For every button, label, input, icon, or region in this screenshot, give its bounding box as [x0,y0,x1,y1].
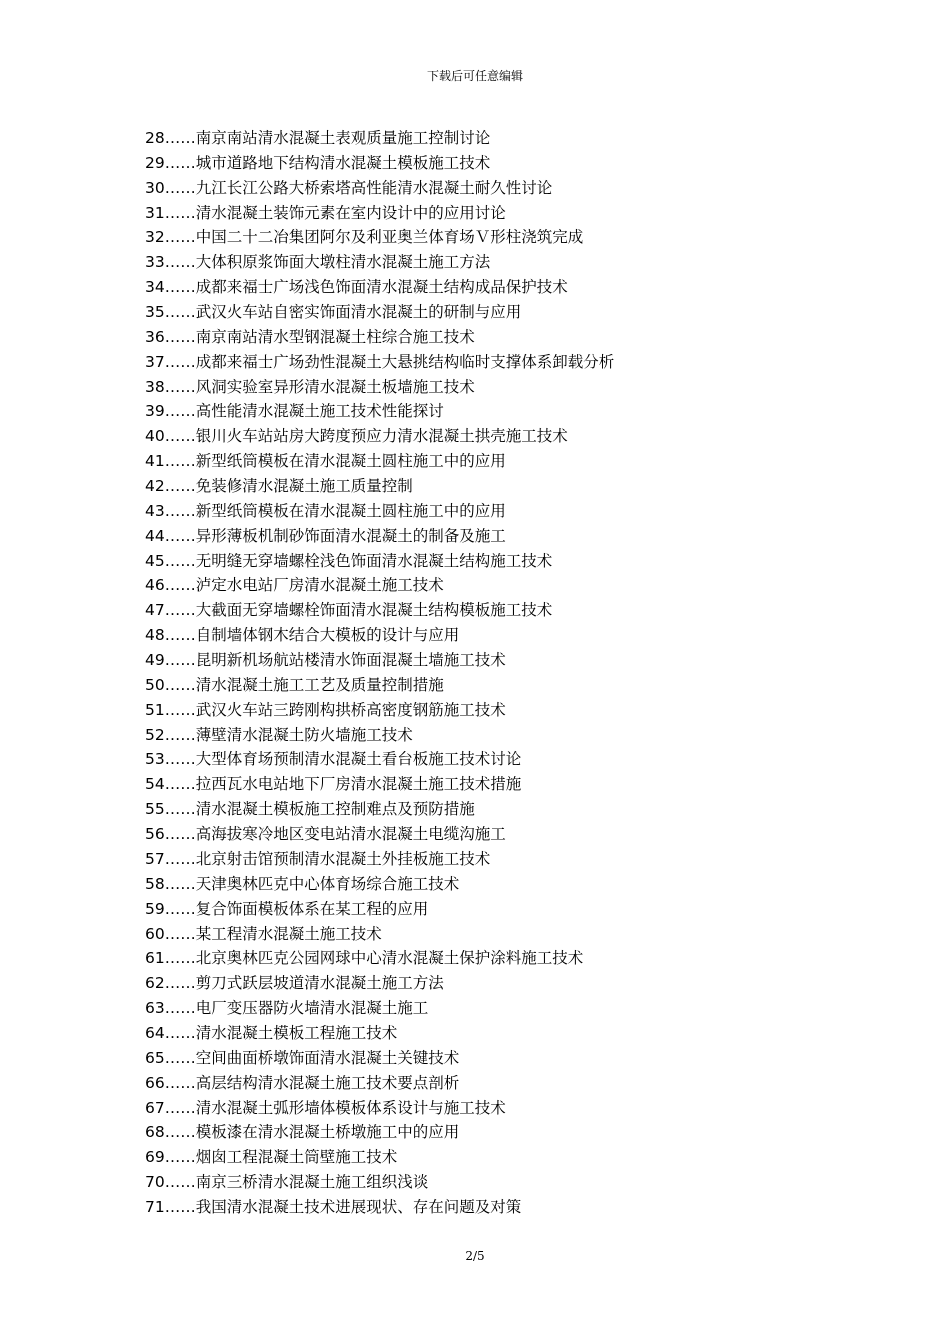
toc-item-title: 清水混凝土弧形墙体模板体系设计与施工技术 [195,1098,506,1117]
toc-item-number: 39 [145,402,165,421]
toc-item-number: 61 [145,949,165,968]
toc-item [145,1071,845,1096]
toc-item-title: 模板漆在清水混凝土桥墩施工中的应用 [195,1123,460,1142]
toc-item-title: 风洞实验室异形清水混凝土板墙施工技术 [195,377,475,396]
toc-item [145,648,845,673]
toc-item [145,474,845,499]
toc-item-title: 新型纸筒模板在清水混凝土圆柱施工中的应用 [195,452,506,471]
toc-item-title: 异形薄板机制砂饰面清水混凝土的制备及施工 [195,526,506,545]
toc-item-number: 50 [145,675,165,694]
toc-item [145,996,845,1021]
toc-item-title: 武汉火车站三跨刚构拱桥高密度钢筋施工技术 [195,700,506,719]
toc-item-leader: …… [164,899,196,918]
toc-item-leader: …… [164,601,196,620]
toc-item-leader: …… [164,352,196,371]
toc-item-number: 62 [145,974,165,993]
toc-item [145,424,845,449]
toc-item-title: 电厂变压器防火墙清水混凝土施工 [195,999,429,1018]
toc-item [145,325,845,350]
toc-item [145,151,845,176]
toc-item-number: 69 [145,1148,165,1167]
toc-item [145,872,845,897]
toc-item-title: 自制墙体钢木结合大模板的设计与应用 [195,626,460,645]
toc-item-title: 清水混凝土装饰元素在室内设计中的应用讨论 [195,203,506,222]
toc-item-title: 剪刀式跃层坡道清水混凝土施工方法 [195,974,444,993]
toc-item-number: 47 [145,601,165,620]
toc-item-leader: …… [164,1197,196,1216]
toc-item-number: 71 [145,1197,165,1216]
toc-item-title: 九江长江公路大桥索塔高性能清水混凝土耐久性讨论 [195,178,553,197]
toc-item [145,225,845,250]
toc-item [145,673,845,698]
toc-item-leader: …… [164,725,196,744]
toc-item [145,375,845,400]
toc-item [145,1046,845,1071]
page-number: 2/5 [465,1249,485,1263]
toc-item-number: 60 [145,924,165,943]
toc-item-leader: …… [164,228,196,247]
toc-item-leader: …… [164,1098,196,1117]
toc-item-title: 高层结构清水混凝土施工技术要点剖析 [195,1073,460,1092]
toc-item-number: 28 [145,129,165,147]
toc-item-title: 武汉火车站自密实饰面清水混凝土的研制与应用 [195,303,522,322]
toc-item-leader: …… [164,626,196,645]
toc-item-leader: …… [164,402,196,421]
toc-item [145,1021,845,1046]
toc-item-leader: …… [164,1073,196,1092]
toc-item-number: 56 [145,825,165,844]
toc-item [145,772,845,797]
toc-item-number: 67 [145,1098,165,1117]
toc-item-leader: …… [164,949,196,968]
toc-item-title: 南京南站清水型钢混凝土柱综合施工技术 [195,327,475,346]
toc-item-number: 57 [145,849,165,868]
toc-item-title: 清水混凝土施工工艺及质量控制措施 [195,675,444,694]
toc-item-number: 65 [145,1048,165,1067]
toc-item-leader: …… [164,178,196,197]
toc-item-leader: …… [164,576,196,595]
toc-item [145,922,845,947]
toc-item-number: 45 [145,551,165,570]
toc-item-title: 清水混凝土模板施工控制难点及预防措施 [195,800,475,819]
toc-item-leader: …… [164,303,196,322]
toc-item [145,598,845,623]
toc-item-number: 36 [145,327,165,346]
toc-item [145,350,845,375]
toc-item-title: 免装修清水混凝土施工质量控制 [195,477,413,496]
toc-item-title: 烟囱工程混凝土筒壁施工技术 [195,1148,398,1167]
toc-item-number: 46 [145,576,165,595]
toc-item-number: 32 [145,228,165,247]
toc-item-number: 58 [145,874,165,893]
toc-item-number: 29 [145,153,165,172]
toc-item-number: 66 [145,1073,165,1092]
toc-item-leader: …… [164,675,196,694]
toc-item-number: 38 [145,377,165,396]
toc-item-leader: …… [164,700,196,719]
toc-item-number: 53 [145,750,165,769]
toc-item-title: 大体积原浆饰面大墩柱清水混凝土施工方法 [195,253,491,272]
toc-item-leader: …… [164,999,196,1018]
toc-item-title: 北京射击馆预制清水混凝土外挂板施工技术 [195,849,491,868]
toc-item [145,176,845,201]
toc-item-leader: …… [164,924,196,943]
toc-item-title: 无明缝无穿墙螺栓浅色饰面清水混凝土结构施工技术 [195,551,553,570]
toc-item-leader: …… [164,1123,196,1142]
toc-item [145,1145,845,1170]
toc-item-leader: …… [164,874,196,893]
toc-item-number: 68 [145,1123,165,1142]
toc-item-leader: …… [164,1173,196,1192]
page-header: 下载后可任意编辑 [426,69,523,83]
toc-item-leader: …… [164,849,196,868]
toc-item-leader: …… [164,203,196,222]
toc-item-leader: …… [164,129,196,147]
toc-item [145,126,845,151]
toc-item [145,897,845,922]
toc-item-leader: …… [164,1148,196,1167]
toc-item-number: 43 [145,501,165,520]
toc-item [145,971,845,996]
toc-item-title: 高海拔寒冷地区变电站清水混凝土电缆沟施工 [195,825,506,844]
toc-item-leader: …… [164,278,196,297]
toc-item [145,723,845,748]
toc-item-number: 33 [145,253,165,272]
toc-item-title: 空间曲面桥墩饰面清水混凝土关键技术 [195,1048,460,1067]
toc-item-number: 52 [145,725,165,744]
toc-item [145,449,845,474]
toc-item-number: 70 [145,1173,165,1192]
toc-item-leader: …… [164,800,196,819]
toc-item [145,698,845,723]
toc-item-leader: …… [164,377,196,396]
toc-item-title: 北京奥林匹克公园网球中心清水混凝土保护涂料施工技术 [195,949,584,968]
toc-item [145,549,845,574]
toc-item-title: 中国二十二冶集团阿尔及利亚奥兰体育场Ｖ形柱浇筑完成 [195,228,584,247]
toc-item-number: 55 [145,800,165,819]
toc-item-title: 城市道路地下结构清水混凝土模板施工技术 [195,153,491,172]
toc-item-number: 59 [145,899,165,918]
toc-item-title: 新型纸筒模板在清水混凝土圆柱施工中的应用 [195,501,506,520]
toc-item-leader: …… [164,1048,196,1067]
toc-item-number: 49 [145,651,165,670]
toc-item [145,747,845,772]
toc-item-leader: …… [164,526,196,545]
toc-item-leader: …… [164,477,196,496]
toc-item-number: 64 [145,1023,165,1042]
toc-item-title: 清水混凝土模板工程施工技术 [195,1023,398,1042]
toc-item-title: 大型体育场预制清水混凝土看台板施工技术讨论 [195,750,522,769]
toc-item-number: 41 [145,452,165,471]
toc-item [145,300,845,325]
toc-item [145,1170,845,1195]
toc-item [145,201,845,226]
toc-item-title: 薄壁清水混凝土防火墙施工技术 [195,725,413,744]
toc-item-number: 44 [145,526,165,545]
toc-item [145,275,845,300]
toc-item [145,250,845,275]
toc-item [145,1195,845,1220]
toc-item-number: 63 [145,999,165,1018]
toc-item-number: 40 [145,427,165,446]
toc-item-title: 拉西瓦水电站地下厂房清水混凝土施工技术措施 [195,775,522,794]
toc-item-leader: …… [164,1023,196,1042]
toc-item-title: 南京三桥清水混凝土施工组织浅谈 [195,1173,429,1192]
toc-item-leader: …… [164,501,196,520]
toc-item-title: 成都来福士广场劲性混凝土大悬挑结构临时支撑体系卸载分析 [195,352,615,371]
toc-item-leader: …… [164,651,196,670]
toc-item [145,623,845,648]
toc-item-number: 42 [145,477,165,496]
toc-item-title: 昆明新机场航站楼清水饰面混凝土墙施工技术 [195,651,506,670]
toc-item-leader: …… [164,775,196,794]
toc-item-title: 我国清水混凝土技术进展现状、存在问题及对策 [195,1197,522,1216]
toc-item [145,499,845,524]
toc-item-leader: …… [164,750,196,769]
toc-item-leader: …… [164,825,196,844]
table-of-contents [145,126,845,1220]
toc-item [145,399,845,424]
toc-item-number: 54 [145,775,165,794]
toc-item-title: 高性能清水混凝土施工技术性能探讨 [195,402,444,421]
toc-item-title: 大截面无穿墙螺栓饰面清水混凝土结构模板施工技术 [195,601,553,620]
toc-item [145,1096,845,1121]
toc-item [145,573,845,598]
toc-item-title: 天津奥林匹克中心体育场综合施工技术 [195,874,460,893]
toc-item-number: 35 [145,303,165,322]
toc-item-title: 成都来福士广场浅色饰面清水混凝土结构成品保护技术 [195,278,568,297]
toc-item [145,524,845,549]
toc-item-number: 51 [145,700,165,719]
toc-item-number: 30 [145,178,165,197]
toc-item-number: 48 [145,626,165,645]
toc-item-title: 泸定水电站厂房清水混凝土施工技术 [195,576,444,595]
toc-item-title: 银川火车站站房大跨度预应力清水混凝土拱壳施工技术 [195,427,568,446]
toc-item-leader: …… [164,253,196,272]
toc-item-title: 复合饰面模板体系在某工程的应用 [195,899,429,918]
toc-item-leader: …… [164,452,196,471]
toc-item-number: 31 [145,203,165,222]
toc-item-leader: …… [164,153,196,172]
toc-item [145,822,845,847]
toc-item [145,847,845,872]
toc-item-leader: …… [164,551,196,570]
toc-item-number: 37 [145,352,165,371]
toc-item-leader: …… [164,974,196,993]
toc-item-leader: …… [164,327,196,346]
toc-item-leader: …… [164,427,196,446]
toc-item-number: 34 [145,278,165,297]
toc-item [145,1120,845,1145]
toc-item-title: 南京南站清水混凝土表观质量施工控制讨论 [195,129,491,147]
toc-item-title: 某工程清水混凝土施工技术 [195,924,382,943]
toc-item [145,797,845,822]
toc-item [145,946,845,971]
